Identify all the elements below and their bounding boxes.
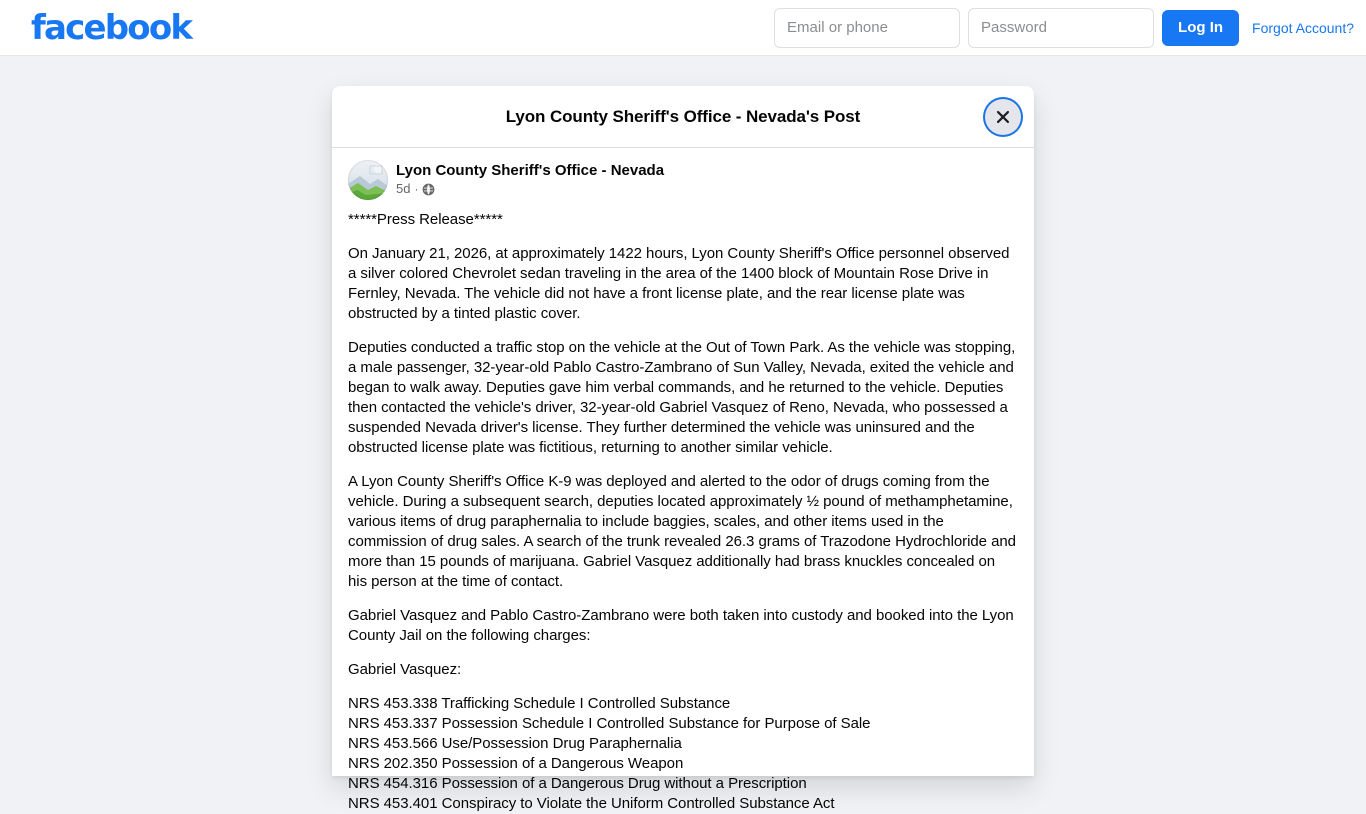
post-paragraph-0: *****Press Release***** xyxy=(348,211,503,228)
password-field[interactable] xyxy=(968,8,1154,48)
post-meta xyxy=(396,181,664,198)
post-paragraph-1: On January 21, 2026, at approximately 1422 hours, Lyon County Sheriff's Office personnel observed a silver colored Chevrolet sedan traveling in the area of the 1400 block of Mountain Rose Drive in Fernley, Nevada. The vehicle did not have a front license plate, and the rear license plate was obstructed by a tinted plastic cover. xyxy=(348,244,1010,322)
charge-item: NRS 453.337 Possession Schedule I Controlled Substance for Purpose of Sale xyxy=(348,714,871,732)
login-form xyxy=(774,8,1354,48)
dialog-header xyxy=(332,86,1034,148)
charge-list xyxy=(348,694,1018,814)
post-timestamp[interactable]: 5d xyxy=(396,181,411,197)
author-meta xyxy=(396,162,664,198)
author-name[interactable]: Lyon County Sheriff's Office - Nevada xyxy=(396,162,665,180)
facebook-logo[interactable]: facebook xyxy=(31,7,192,48)
post-paragraph-2: Deputies conducted a traffic stop on the vehicle at the Out of Town Park. As the vehicle was stopping, a male passenger, 32-year-old Pablo Castro-Zambrano of Sun Valley, Nevada, exited the vehicle and began to walk away. Deputies gave him verbal commands, and he returned to the vehicle. Deputies then contacted the vehicle's driver, 32-year-old Gabriel Vasquez of Reno, Nevada, who possessed a suspended Nevada driver's license. They further determined the vehicle was uninsured and the obstructed license plate was fictitious, returning to another similar vehicle. xyxy=(348,338,1016,456)
charge-item: NRS 454.316 Possession of a Dangerous Drug without a Prescription xyxy=(348,774,807,792)
close-button[interactable] xyxy=(985,99,1021,135)
post-author-row xyxy=(348,160,1018,210)
charge-item: NRS 202.350 Possession of a Dangerous Weapon xyxy=(348,754,684,772)
forgot-account-link[interactable]: Forgot Account? xyxy=(1252,19,1354,36)
log-in-button[interactable]: Log In xyxy=(1162,10,1239,46)
email-field[interactable] xyxy=(774,8,960,48)
post-scroll-area[interactable] xyxy=(332,148,1034,814)
post-body xyxy=(348,210,1018,814)
post-paragraph-4: Gabriel Vasquez and Pablo Castro-Zambrano were both taken into custody and booked into the Lyon County Jail on the following charges: xyxy=(348,606,1014,644)
post-paragraph-3: A Lyon County Sheriff's Office K-9 was deployed and alerted to the odor of drugs coming from the vehicle. During a subsequent search, deputies located approximately ½ pound of methamphetamine, various items of drug paraphernalia to include baggies, scales, and other items used in the commission of drug sales. A search of the trunk revealed 26.3 grams of Trazodone Hydrochloride and more than 15 pounds of marijuana. Gabriel Vasquez additionally had brass knuckles concealed on his person at the time of contact. xyxy=(348,472,1016,590)
charge-item: NRS 453.401 Conspiracy to Violate the Uniform Controlled Substance Act xyxy=(348,794,835,812)
dialog-title: Lyon County Sheriff's Office - Nevada's Post xyxy=(505,106,861,126)
globe-icon[interactable] xyxy=(422,183,435,196)
close-icon xyxy=(994,108,1012,126)
facebook-topbar xyxy=(0,0,1366,56)
charge-item: NRS 453.566 Use/Possession Drug Paraphernalia xyxy=(348,734,682,752)
charge-item: NRS 453.338 Trafficking Schedule I Controlled Substance xyxy=(348,694,731,712)
post-paragraph-5: Gabriel Vasquez: xyxy=(348,660,462,678)
post-dialog xyxy=(332,86,1034,812)
avatar[interactable] xyxy=(348,160,388,200)
meta-separator: · xyxy=(414,181,419,196)
page-background xyxy=(0,56,1366,812)
